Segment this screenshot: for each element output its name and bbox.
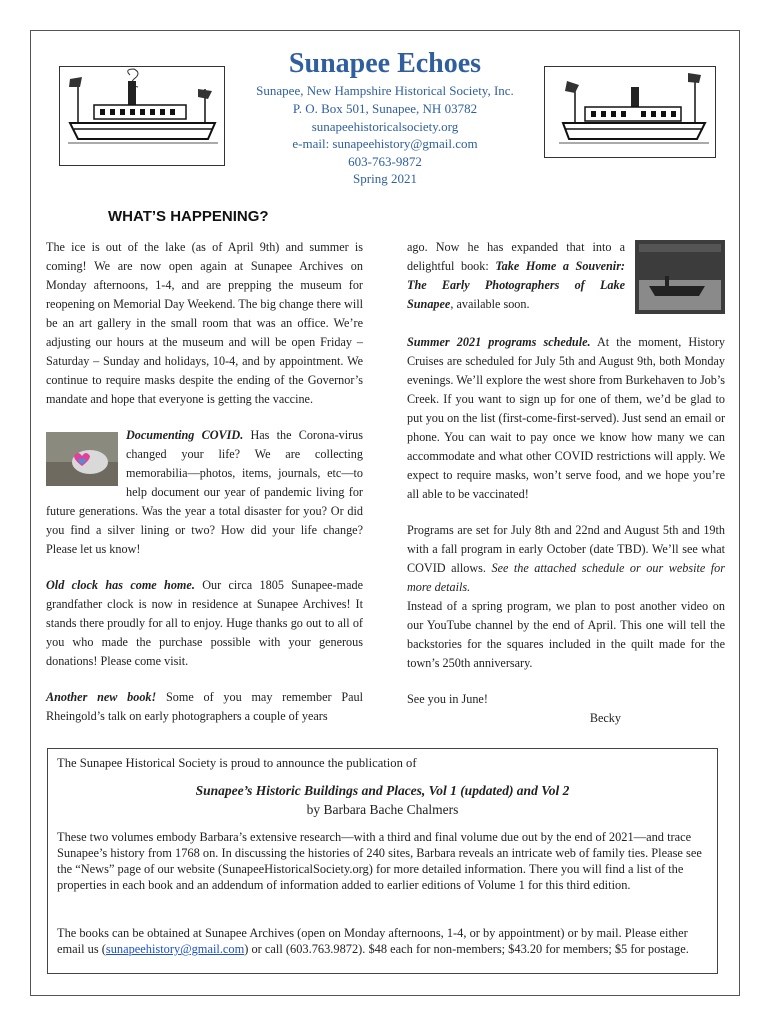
announcement-intro: The Sunapee Historical Society is proud to announce the publication of (57, 756, 417, 770)
covid-lead: Documenting COVID. (126, 428, 244, 442)
org-email: e-mail: sunapeehistory@gmail.com (292, 136, 478, 151)
video-paragraph: Instead of a spring program, we plan to post another video on our YouTube channel by the end of April. This one will tell the backstories for the squares included in the quilt made for the town’s 250th anniversary. (407, 599, 725, 670)
book-paragraph (46, 688, 363, 726)
book-lead: Another new book! (46, 690, 157, 704)
intro-paragraph: The ice is out of the lake (as of April 9th) and summer is coming! We are now open again at Sunapee Archives on Monday afternoons, 1-4, and are prepping the museum for reopening on Memorial Day Weekend. The big change there will be an art gallery in the small room that was an office. We’re adjusting our hours at the museum and will be open Friday – Saturday – Sunday and holidays, 10-4, and by appointment. We continue to require masks despite the ending of the Governor’s mandate and hope that everyone is getting the vaccine. (46, 240, 363, 406)
programs-lead: Summer 2021 programs schedule. (407, 335, 591, 349)
issue-date: Spring 2021 (353, 171, 417, 186)
covid-text: Has the Corona-virus changed your life? We are collecting memorabilia—photos, items, journals, etc—to help document our year of pandemic living for future generations. Was the year a total disaster for you? Or did you find a silver lining or two? How did your life change? Please let us know! (46, 428, 364, 556)
book-cover-photo (635, 240, 725, 314)
org-address: P. O. Box 501, Sunapee, NH 03782 (292, 101, 478, 116)
org-website: sunapeehistoricalsociety.org (311, 119, 459, 134)
closing-line: See you in June! (407, 692, 488, 706)
programs-text: At the moment, History Cruises are scheduled for July 5th and August 9th, both Monday evenings. We’ll explore the west shore from Burkehaven to Job’s Creek. If you want to sign up for one of them, we’d be glad to put you on the list (first-come-first-served). Just send an email or phone. You can wait to pay once we know how many we can accommodate and what other COVID restrictions will apply. We expect to require masks, won’t serve food, and we hope you’re all able to be vaccinated! (407, 335, 725, 501)
clock-paragraph (46, 576, 363, 671)
covid-paragraph (46, 426, 363, 559)
order-email-link[interactable]: sunapeehistory@gmail.com (105, 942, 245, 956)
announcement-author: by Barbara Bache Chalmers (306, 802, 459, 817)
book-title: Take Home a Souvenir: The Early Photographers of Lake Sunapee (407, 259, 625, 311)
announcement-book-title: Sunapee’s Historic Buildings and Places, Vol 1 (updated) and Vol 2 (195, 783, 570, 798)
newsletter-title: Sunapee Echoes (288, 48, 482, 79)
book-text: Some of you may remember Paul Rheingold’s talk on early photographers a couple of years (46, 690, 363, 723)
heart-rock-photo (46, 432, 118, 486)
right-column (407, 238, 725, 728)
org-phone: 603-763-9872 (348, 154, 422, 169)
dates-paragraph (407, 521, 725, 597)
announcement-order-info (57, 925, 707, 957)
org-name: Sunapee, New Hampshire Historical Society, Inc. (256, 83, 514, 98)
signature: Becky (589, 711, 621, 725)
dates-italic-note: See the attached schedule or our website for more details. (407, 561, 725, 594)
book-availability: , available soon. (450, 297, 530, 311)
clock-lead: Old clock has come home. (46, 578, 195, 592)
clock-text: Our circa 1805 Sunapee-made grandfather clock is now in residence at Sunapee Archives! It stands there proudly for all to enjoy. Huge thanks go out to all of you who made the purchase possible with your generous donations! Please come visit. (46, 578, 363, 668)
announcement-description: These two volumes embody Barbara’s extensive research—with a third and final volume due out by the end of 2021—and trace Sunapee’s history from 1768 on. In discussing the histories of 240 sites, Barbara reveals an intricate web of family ties. Please see the “News” page of our website (SunapeeHistoricalSociety.org) for more detailed information. There you will find a list of the properties in each book and an addendum of information added to earlier editions of Volume 1 for this third edition. (57, 830, 702, 892)
dates-text: Programs are set for July 8th and 22nd and August 5th and 19th with a fall program in early October (date TBD). We’ll see what COVID allows. (407, 523, 725, 575)
book-announcement-box (47, 748, 718, 974)
order-text-a: The books can be obtained at Sunapee Archives (open on Monday afternoons, 1-4, or by appointment) or by mail. Please either email us ( (57, 926, 688, 956)
book-continued-text: ago. Now he has expanded that into a delightful book: (407, 240, 625, 273)
programs-paragraph (407, 333, 725, 504)
left-column (46, 238, 363, 726)
order-text-b: ) or call (603.763.9872). $48 each for non-members; $43.20 for members; $5 for postage. (244, 942, 689, 956)
section-heading: WHAT’S HAPPENING? (108, 208, 269, 225)
